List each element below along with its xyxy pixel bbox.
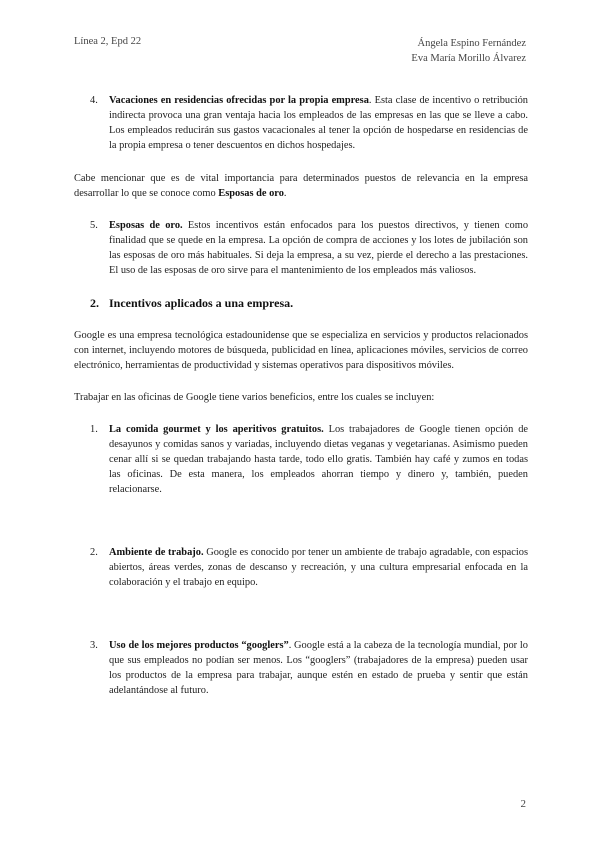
list-item-text: Google es conocido por tener un ambiente de trabajo agradable, con espacios abiertos, áreas verdes, zonas de descanso y recreación, y una cultura empresarial enfocada en la colaboración y el trabajo en equipo. xyxy=(109,547,528,588)
list-item-4 xyxy=(74,93,528,153)
list-item-text: . Google está a la cabeza de la tecnología mundial, por lo que sus empleados no podían ser menos. Los “googlers” (trabajadores de la empresa) pueden usar los productos de la empresa para trabajar, aunque estén en estado de prueba y sentir que están adelantándose al futuro. xyxy=(109,640,528,696)
paragraph-beneficios: Trabajar en las oficinas de Google tiene varios beneficios, entre los cuales se incluyen: xyxy=(74,392,435,403)
list-item-title: Vacaciones en residencias ofrecidas por la propia empresa xyxy=(109,95,369,106)
list-item-g1 xyxy=(74,422,528,497)
list-number: 2. xyxy=(90,547,98,558)
list-number: 5. xyxy=(90,220,98,231)
list-item-text: . Esta clase de incentivo o retribución indirecta provoca una gran ventaja hacia los empleados de las empresas en las que se lleve a cabo. Los empleados reducirán sus gastos vacacionales al tener la opción de hospedarse en residencias de la propia empresa o tener descuentos en dichos hospedajes. xyxy=(109,95,528,151)
list-item-title: La comida gourmet y los aperitivos gratuitos. xyxy=(109,424,324,435)
list-item-5 xyxy=(74,218,528,278)
heading-text: Incentivos aplicados a una empresa. xyxy=(109,296,294,310)
page-number: 2 xyxy=(520,798,526,810)
section-heading xyxy=(74,296,528,311)
list-item-g2 xyxy=(74,545,528,590)
paragraph-text: Cabe mencionar que es de vital importancia para determinados puestos de relevancia en la empresa desarrollar lo que se conoce como xyxy=(74,173,528,199)
paragraph-end: . xyxy=(283,188,287,199)
paragraph-google: Google es una empresa tecnológica estadounidense que se especializa en servicios y productos relacionados con internet, incluyendo motores de búsqueda, publicidad en línea, aplicaciones móviles, servicios de correo electrónico, herramientas de productividad y sistemas operativos para dispositivos móviles. xyxy=(74,330,528,371)
header-left: Línea 2, Epd 22 xyxy=(74,36,142,47)
list-item-text: Los trabajadores de Google tienen opción de desayunos y comidas sanos y variadas, incluyendo dietas veganas y vegetarianas. Asimismo pueden cenar allí si se quedan trabajando hasta tarde, todo ello gratis. También hay café y zumos en todas las oficinas. De esta manera, los empleados ahorran tiempo y dinero y, también, pueden relacionarse. xyxy=(109,424,529,495)
list-item-title: Ambiente de trabajo. xyxy=(109,547,204,558)
heading-number: 2. xyxy=(90,296,99,310)
body-content xyxy=(74,93,528,698)
header-right xyxy=(411,36,526,66)
paragraph-bold: Esposas de oro xyxy=(218,188,284,199)
list-number: 3. xyxy=(90,640,98,651)
list-item-title: Esposas de oro. xyxy=(109,220,183,231)
list-item-g3 xyxy=(74,638,528,698)
header-author-1: Ángela Espino Fernández xyxy=(417,38,526,49)
list-number: 1. xyxy=(90,424,98,435)
header-author-2: Eva María Morillo Álvarez xyxy=(411,53,526,64)
list-number: 4. xyxy=(90,95,98,106)
paragraph-esposas xyxy=(74,171,528,201)
list-item-text: Estos incentivos están enfocados para los puestos directivos, y tienen como finalidad que se quede en la empresa. La opción de compra de acciones y los lotes de jubilación son las esposas de oro más habituales. Si deja la empresa, a su vez, pierde el derecho a las prestaciones. El uso de las esposas de oro sirve para el mantenimiento de los empleados más valiosos. xyxy=(109,220,529,276)
list-item-title: Uso de los mejores productos “googlers” xyxy=(109,640,289,651)
